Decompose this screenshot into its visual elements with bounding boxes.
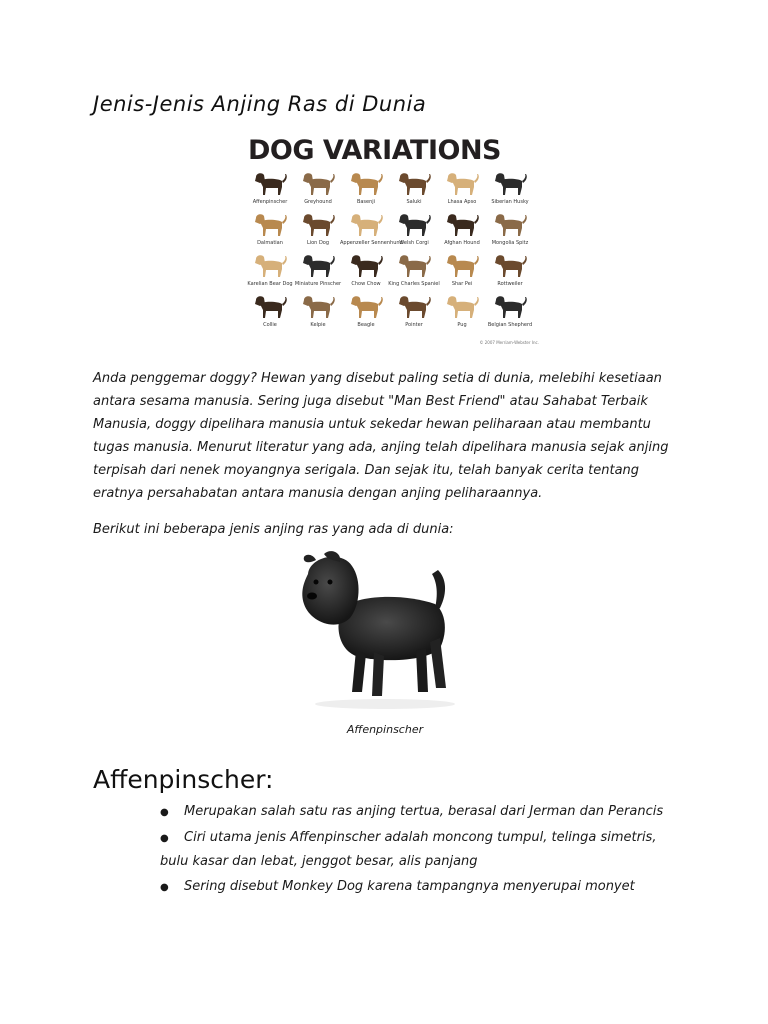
dog-silhouette-icon [350,253,384,279]
poster-dog-cell [488,294,532,332]
dog-silhouette-icon [446,294,480,320]
poster-dog-label: Afghan Hound [444,240,480,246]
bullet-text: Merupakan salah satu ras anjing tertua, berasal dari Jerman dan Perancis [184,804,664,819]
poster-dog-label: Karelian Bear Dog [247,281,293,287]
poster-dog-cell [392,171,436,209]
poster-dog-cell [340,212,403,250]
poster-dog-cell [248,171,292,209]
dog-variations-poster [246,135,541,345]
dog-silhouette-icon [398,253,432,279]
dog-silhouette-icon [350,171,384,197]
bullet-icon: ● [160,833,169,844]
dog-silhouette-icon [494,171,528,197]
poster-dog-label: Affenpinscher [252,199,288,205]
bullet-text: Sering disebut Monkey Dog karena tampangnya menyerupai monyet [184,879,635,894]
poster-dog-label: Pug [457,322,467,328]
poster-dog-cell [344,171,388,209]
intro-paragraph [93,367,683,505]
poster-dog-cell [440,253,484,291]
list-intro-paragraph [93,518,683,541]
dog-silhouette-icon [254,212,288,238]
poster-dog-cell [296,171,340,209]
affenpinscher-photo [290,552,465,712]
poster-dog-cell [440,171,484,209]
dog-silhouette-icon [446,212,480,238]
bullet-item-1 [160,800,680,824]
dog-silhouette-icon [254,294,288,320]
poster-dog-label: Rottweiler [497,281,523,287]
dog-silhouette-icon [494,294,528,320]
poster-dog-cell [392,294,436,332]
poster-dog-label: King Charles Spaniel [388,281,440,287]
poster-dog-label: Beagle [357,322,375,328]
dog-silhouette-icon [302,212,336,238]
bullet-list [160,800,680,901]
dog-silhouette-icon [302,294,336,320]
document-title: Jenis-Jenis Anjing Ras di Dunia [93,92,427,116]
poster-dog-label: Lion Dog [306,240,330,246]
dog-silhouette-icon [350,294,384,320]
dog-silhouette-icon [302,171,336,197]
poster-credit: © 2007 Merriam-Webster Inc. [479,340,539,345]
intro-paragraph-text: Anda penggemar doggy? Hewan yang disebut paling setia di dunia, melebihi kesetiaan antara sesama manusia. Sering juga disebut "Man Best Friend" atau Sahabat Terbaik Manusia, doggy dipelihara manusia untuk sekedar hewan peliharaan atau membantu tugas manusia. Menurut literatur yang ada, anjing telah dipelihara manusia sejak anjing terpisah dari nenek moyangnya serigala. Dan sejak itu, telah banyak cerita tentang eratnya persahabatan antara manusia dengan anjing peliharaannya. [93,371,669,501]
poster-dog-label: Shar Pei [451,281,473,287]
poster-dog-label: Kelpie [310,322,326,328]
poster-dog-label: Collie [263,322,277,328]
poster-dog-cell [248,212,292,250]
dog-silhouette-icon [398,294,432,320]
poster-dog-cell [344,294,388,332]
bullet-item-2 [160,826,680,873]
poster-dog-cell [296,253,340,291]
poster-grid [248,171,538,336]
poster-dog-cell [388,253,440,291]
dog-silhouette-icon [254,171,288,197]
poster-dog-cell [488,253,532,291]
poster-dog-cell [344,253,388,291]
poster-dog-label: Belgian Shepherd [487,322,533,328]
poster-dog-label: Welsh Corgi [399,240,429,246]
section-heading: Affenpinscher: [93,765,274,794]
dog-silhouette-icon [302,253,336,279]
poster-dog-cell [440,294,484,332]
poster-dog-label: Appenzeller Sennenhund [340,240,403,246]
poster-dog-label: Lhasa Apso [447,199,477,205]
poster-dog-label: Miniature Pinscher [294,281,342,287]
poster-dog-cell [296,212,340,250]
poster-dog-cell [296,294,340,332]
poster-dog-cell [488,171,532,209]
poster-dog-label: Siberian Husky [491,199,529,205]
photo-caption: Affenpinscher [346,723,424,736]
dog-silhouette-icon [446,253,480,279]
poster-dog-label: Saluki [406,199,422,205]
dog-silhouette-icon [494,253,528,279]
bullet-item-3 [160,875,680,899]
bullet-text: Ciri utama jenis Affenpinscher adalah moncong tumpul, telinga simetris, bulu kasar dan lebat, jenggot besar, alis panjang [160,830,657,869]
bullet-icon: ● [160,882,169,893]
dog-silhouette-icon [446,171,480,197]
poster-dog-cell [488,212,532,250]
bullet-icon: ● [160,807,169,818]
poster-dog-label: Basenji [356,199,376,205]
poster-dog-cell [440,212,484,250]
poster-dog-label: Chow Chow [351,281,381,287]
poster-dog-cell [248,294,292,332]
dog-silhouette-icon [254,253,288,279]
dog-silhouette-icon [350,212,384,238]
poster-dog-cell [392,212,436,250]
poster-dog-label: Dalmatian [257,240,283,246]
poster-title: DOG VARIATIONS [248,135,501,166]
poster-dog-label: Pointer [405,322,423,328]
list-intro-text: Berikut ini beberapa jenis anjing ras yang ada di dunia: [93,522,454,537]
poster-dog-label: Mongolia Spitz [491,240,529,246]
dog-silhouette-icon [398,171,432,197]
poster-dog-label: Greyhound [304,199,332,205]
dog-silhouette-icon [398,212,432,238]
dog-silhouette-icon [494,212,528,238]
poster-dog-cell [248,253,292,291]
